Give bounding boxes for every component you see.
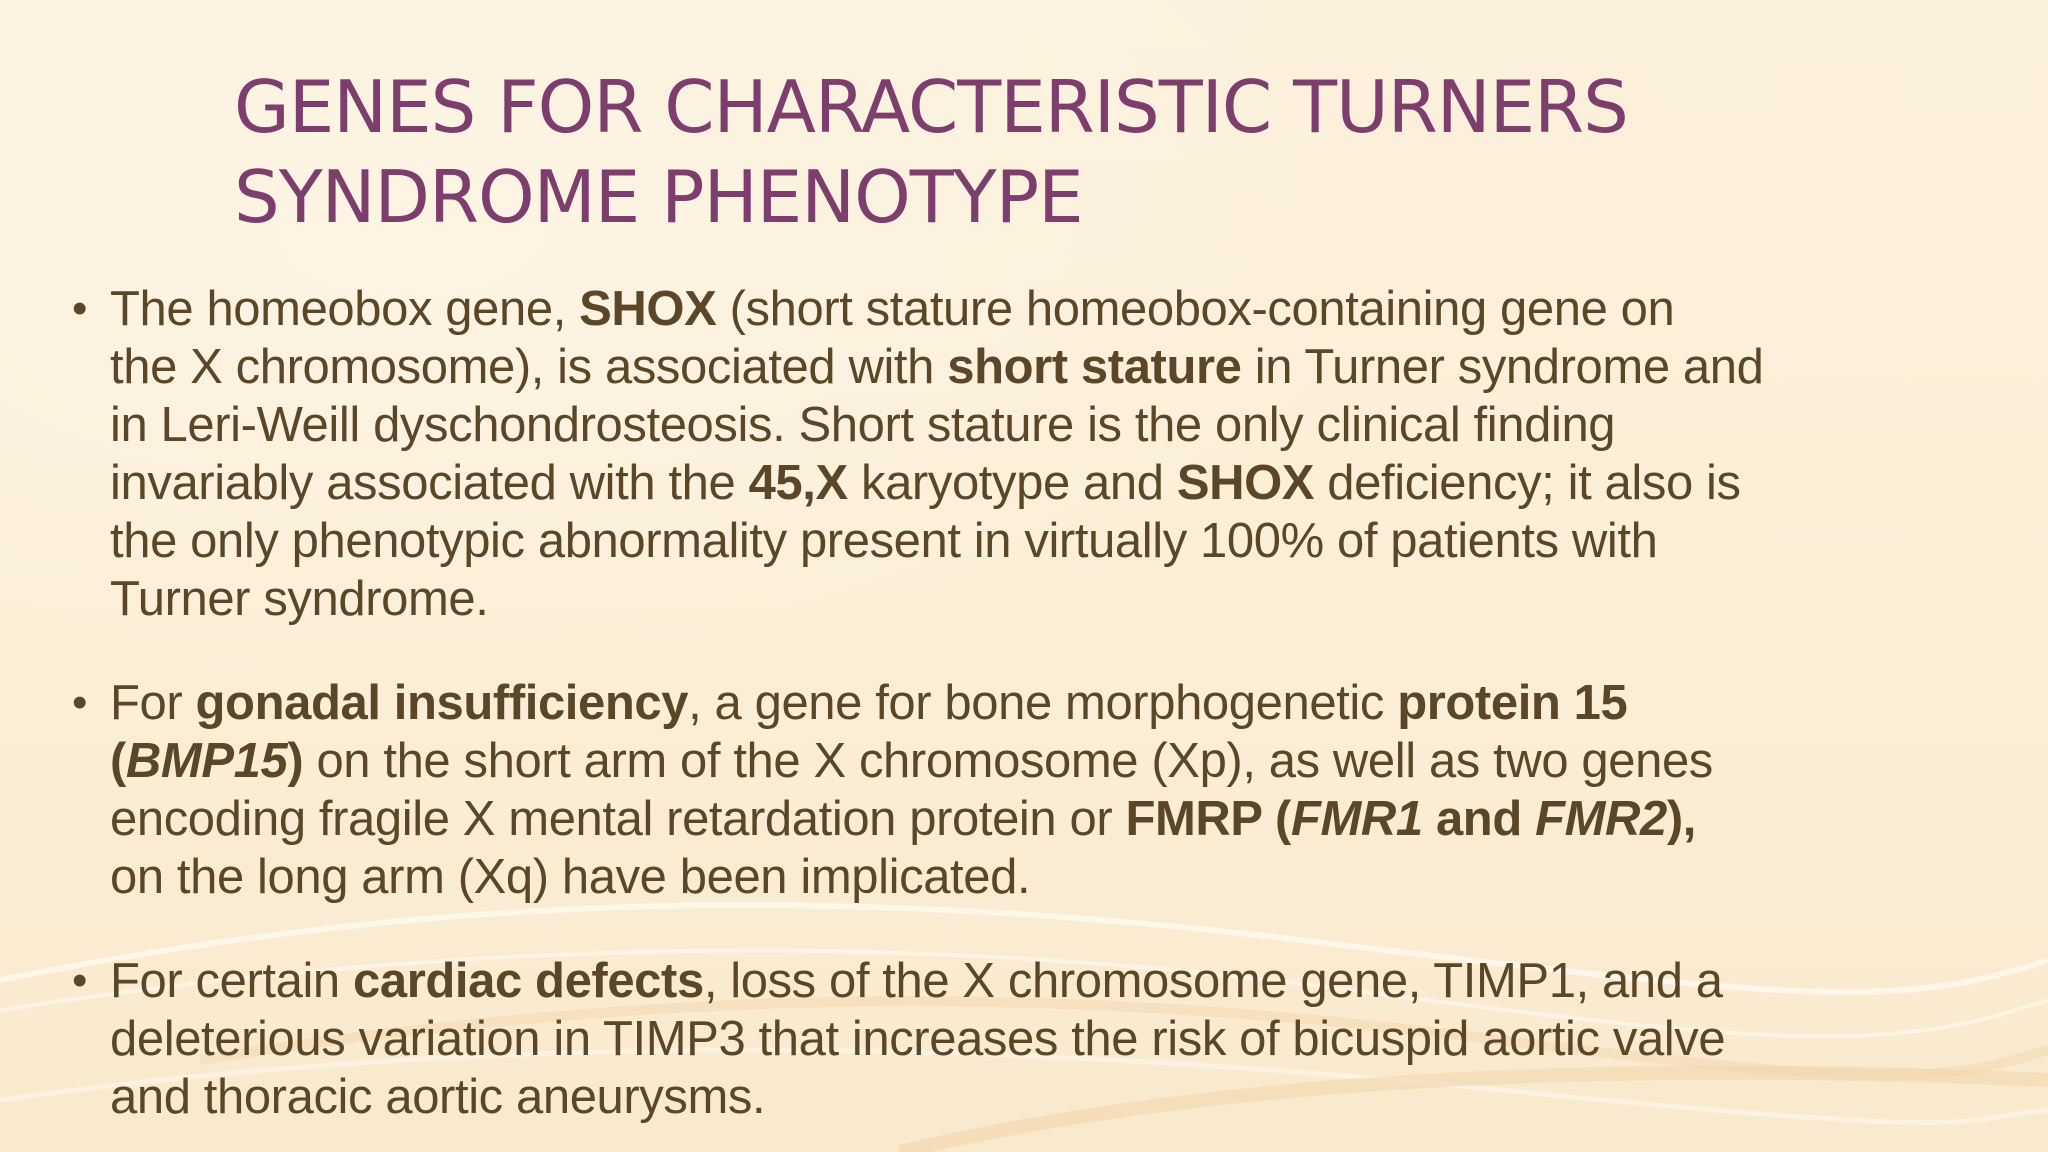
plain-text: the X chromosome), is associated with (110, 340, 948, 394)
plain-text: the only phenotypic abnormality present in virtually 100% of patients with (110, 514, 1658, 568)
emphasis-text: FMR2 (1535, 792, 1667, 846)
plain-text: deficiency; it also is (1314, 456, 1741, 510)
bold-text: short stature (947, 340, 1242, 394)
bold-text: ( (110, 734, 126, 788)
bullet-text-line (110, 732, 2016, 790)
bullet-text-line (110, 674, 2016, 732)
bullet-dot-icon: • (72, 678, 88, 727)
bullet-text-line (110, 338, 2016, 396)
plain-text: For (110, 676, 196, 730)
plain-text: on the long arm (Xq) have been implicated. (110, 850, 1031, 904)
plain-text: For certain (110, 954, 353, 1008)
plain-text: deleterious variation in TIMP3 that increases the risk of bicuspid aortic valve (110, 1012, 1726, 1066)
plain-text: in Leri-Weill dyschondrosteosis. Short stature is the only clinical finding (110, 398, 1616, 452)
bold-text: gonadal insufficiency (195, 676, 689, 730)
plain-text: and thoracic aortic aneurysms. (110, 1070, 766, 1124)
plain-text: , a gene for bone morphogenetic (688, 676, 1398, 730)
emphasis-text: BMP15 (125, 734, 288, 788)
bullet-text-line (110, 396, 2016, 454)
bold-text (1291, 792, 1423, 846)
plain-text: invariably associated with the (110, 456, 749, 510)
bold-text: protein 15 (1397, 676, 1628, 730)
plain-text: on the short arm of the X chromosome (Xp), as well as two genes (303, 734, 1713, 788)
bullet-text-line (110, 570, 2016, 628)
bullet-text-line (110, 1068, 2016, 1126)
emphasis-text: FMR1 (1290, 792, 1423, 846)
slide-title-line-1: GENES FOR CHARACTERISTIC TURNERS (234, 65, 1628, 149)
bullet-text-line (110, 512, 2016, 570)
plain-text: (short stature homeobox-containing gene on (716, 282, 1675, 336)
bold-text: ) (287, 734, 304, 788)
plain-text: karyotype and (847, 456, 1177, 510)
bullet-text-line (110, 790, 2016, 848)
bold-text: SHOX (579, 282, 717, 336)
bullet-gonadal-insufficiency (66, 674, 2016, 906)
bullet-cardiac-defects (66, 952, 2016, 1126)
bullet-text-line (110, 952, 2016, 1010)
bullet-text-line (110, 848, 2016, 906)
bullet-list (66, 280, 2016, 1152)
slide-title (234, 62, 1994, 242)
plain-text: in Turner syndrome and (1241, 340, 1764, 394)
bullet-shox (66, 280, 2016, 628)
bold-text: cardiac defects (353, 954, 704, 1008)
slide-title-line-2: SYNDROME PHENOTYPE (234, 155, 1083, 239)
bold-text (1535, 792, 1667, 846)
bold-text (126, 734, 287, 788)
bold-text: SHOX (1176, 456, 1315, 510)
bullet-text-line (110, 454, 2016, 512)
bullet-dot-icon: • (72, 284, 88, 333)
bullet-dot-icon: • (72, 956, 88, 1005)
plain-text: Turner syndrome. (110, 572, 489, 626)
bold-text: and (1422, 792, 1536, 846)
plain-text: encoding fragile X mental retardation protein or (110, 792, 1126, 846)
bold-text: 45,X (748, 456, 848, 510)
bullet-text-line (110, 1010, 2016, 1068)
plain-text: The homeobox gene, (110, 282, 580, 336)
bold-text: FMRP ( (1125, 792, 1291, 846)
bold-text: ), (1666, 792, 1697, 846)
plain-text: , loss of the X chromosome gene, TIMP1, and a (703, 954, 1723, 1008)
bullet-text-line (110, 280, 2016, 338)
